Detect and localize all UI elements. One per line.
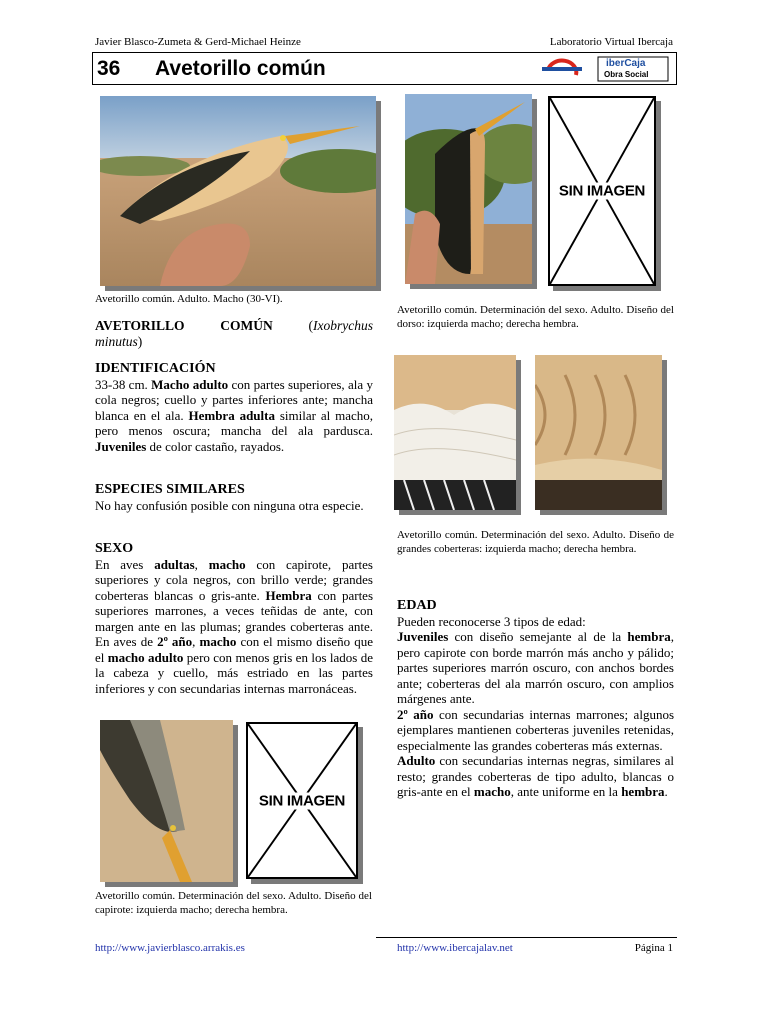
page-number: Página 1: [634, 942, 673, 954]
species-scientific-part1: (Ixobrychus: [308, 318, 373, 333]
section-edad: [397, 598, 674, 800]
footer-link-javierblasco[interactable]: http://www.javierblasco.arrakis.es: [95, 942, 245, 954]
sexo-text: En aves: [95, 556, 155, 572]
photo-capirote-macho: [100, 720, 233, 882]
species-common-word1: AVETORILLO: [95, 318, 185, 333]
edad-text: .: [664, 784, 668, 799]
ibercaja-logo: [542, 56, 670, 83]
sexo-bold: 2º año: [157, 634, 193, 649]
sexo-bold: adultas: [154, 556, 195, 572]
caption-coberteras: Avetorillo común. Determinación del sexo. Adulto. Diseño de grandes coberteras: izquierda macho; derecha hembra.: [397, 529, 674, 555]
sexo-text: ,: [192, 634, 200, 649]
sexo-bold: macho adulto: [107, 649, 184, 665]
edad-text: , pero capirote con borde marrón más ancho y pálido; partes superiores marrón oscuro, con anchos bordes ante; coberteras del ala marrón oscuro, con amplios márgenes ante.: [397, 629, 674, 706]
section-identificacion: [95, 361, 373, 454]
edad-text: con secundarias internas negras, similares al resto; grandes coberteras de tipo adulto, blancas o gris-ante en el: [397, 753, 674, 799]
sexo-heading: SEXO: [95, 541, 134, 556]
title-bar: [92, 52, 677, 85]
identificacion-bold: Juveniles: [95, 438, 147, 454]
species-common-word2: COMÚN: [220, 318, 273, 333]
footer-link-ibercajalav[interactable]: http://www.ibercajalav.net: [397, 942, 513, 954]
sexo-bold: macho: [208, 556, 246, 572]
identificacion-bold: Macho adulto: [151, 376, 229, 392]
logo-line1: iberCaja: [606, 58, 646, 69]
photo-adult-male: [100, 96, 376, 286]
caption-capirote: Avetorillo común. Determinación del sexo. Adulto. Diseño del capirote: izquierda macho; derecha hembra.: [95, 890, 372, 916]
header-lab: Laboratorio Virtual Ibercaja: [549, 36, 673, 48]
no-image-label: SIN IMAGEN: [550, 183, 654, 200]
caption-photo1: Avetorillo común. Adulto. Macho (30-VI).: [95, 293, 283, 305]
section-especies-similares: [95, 482, 373, 513]
photo-coberteras-macho: [394, 355, 516, 510]
identificacion-text: similar al macho, pero menos oscura; mancha del ala pardusca.: [95, 407, 373, 438]
edad-bold: 2º año: [397, 706, 434, 722]
edad-bold: Juveniles: [397, 629, 449, 644]
sexo-text: con el mismo diseño que el: [95, 634, 374, 665]
edad-intro: Pueden reconocerse 3 tipos de edad:: [397, 613, 586, 629]
logo-line2: Obra Social: [604, 70, 649, 79]
footer-rule: [376, 937, 677, 938]
species-heading: AVETORILLO COMÚN (Ixobrychus minutus): [95, 318, 373, 349]
page-title: Avetorillo común: [155, 57, 326, 80]
no-image-placeholder-dorso: [548, 96, 656, 286]
identificacion-text: 33-38 cm.: [95, 376, 152, 392]
species-number: 36: [97, 57, 121, 80]
edad-text: con secundarias internas marrones; algunos ejemplares mantienen coberteras juveniles retenidas, especialmente las grandes coberteras más externas.: [397, 706, 675, 753]
no-image-label: SIN IMAGEN: [248, 792, 356, 809]
sexo-text: con capirote, partes superiores y cola negros, con brillo verde; grandes coberteras blancas o gris-ante.: [95, 556, 373, 603]
species-scientific-part2: minutus: [95, 333, 138, 349]
edad-bold: hembra: [621, 784, 665, 799]
edad-text: , ante uniforme en la: [510, 784, 622, 799]
sexo-text: pero con menos gris en los lados de la cabeza y cuello, más estriado en las partes inferiores y con secundarias internas marronáceas.: [95, 649, 373, 696]
no-image-placeholder-capirote: [246, 722, 358, 879]
identificacion-bold: Hembra adulta: [188, 407, 275, 423]
header-authors: Javier Blasco-Zumeta & Gerd-Michael Heinze: [95, 36, 301, 48]
edad-heading: EDAD: [397, 598, 437, 613]
identificacion-text: de color castaño, rayados.: [146, 438, 285, 454]
identificacion-heading: IDENTIFICACIÓN: [95, 361, 216, 376]
sexo-bold: macho: [199, 634, 237, 649]
caption-dorso: Avetorillo común. Determinación del sexo. Adulto. Diseño del dorso: izquierda macho; derecha hembra.: [397, 304, 674, 330]
especies-heading: ESPECIES SIMILARES: [95, 482, 245, 497]
photo-coberteras-hembra: [535, 355, 662, 510]
sexo-text: con partes superiores marrones, a veces teñidas de ante, con margen ante en las plumas; grandes coberteras ante. En aves de: [95, 587, 374, 649]
photo-dorso-macho: [405, 94, 532, 284]
especies-text: No hay confusión posible con ninguna otra especie.: [95, 497, 364, 513]
edad-bold: hembra: [627, 629, 671, 644]
section-sexo: [95, 541, 373, 696]
edad-text: con diseño semejante al de la: [448, 629, 628, 644]
identificacion-text: con partes superiores, ala y cola negros; cuello y partes inferiores ante; mancha blanca en el ala.: [95, 376, 373, 423]
edad-bold: macho: [473, 784, 511, 799]
edad-bold: Adulto: [397, 753, 436, 768]
sexo-bold: Hembra: [265, 587, 312, 603]
sexo-text: ,: [194, 556, 209, 572]
